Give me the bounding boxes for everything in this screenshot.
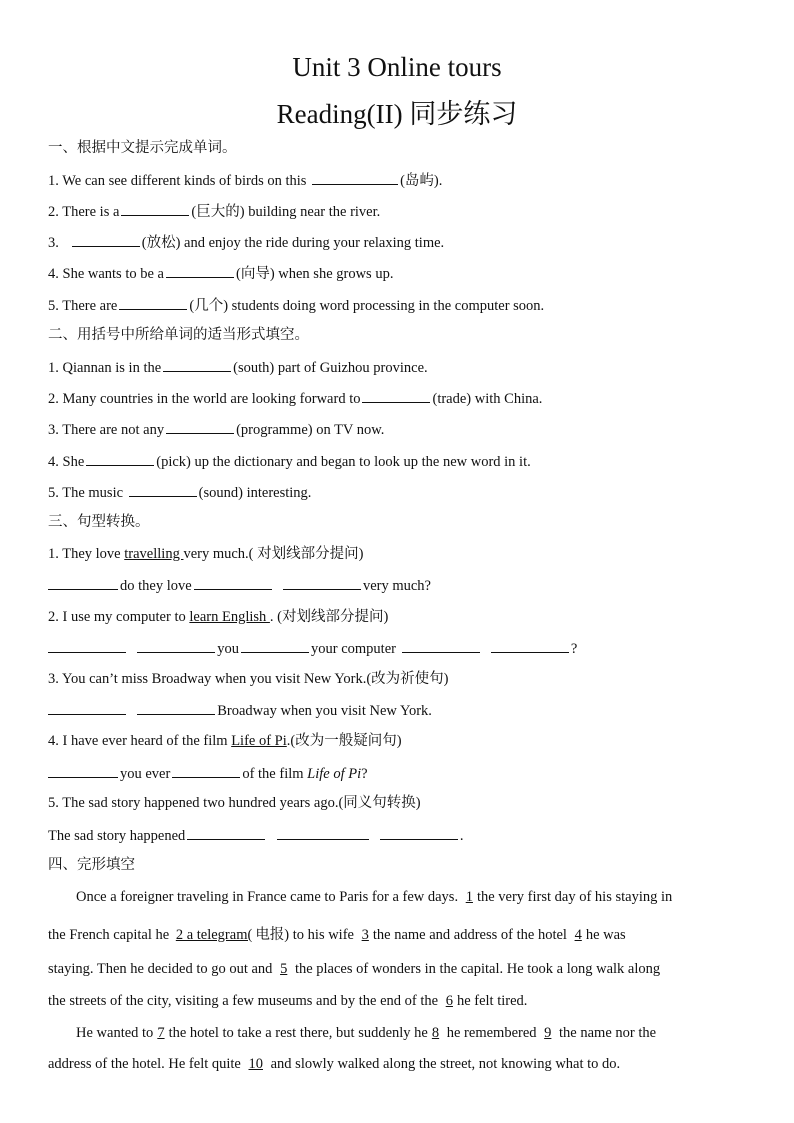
answer-blank[interactable]: [172, 763, 240, 778]
q-text: 3.: [48, 235, 63, 251]
q-text: (放松) and enjoy the ride during your relaxing time.: [141, 235, 445, 251]
answer-blank[interactable]: [86, 451, 154, 466]
page-subtitle: Reading(II) 同步练习: [276, 99, 518, 129]
answer-blank[interactable]: [166, 419, 234, 434]
cloze-text: He wanted to: [76, 1025, 154, 1041]
q-text: very much?: [362, 578, 431, 594]
answer-blank[interactable]: [402, 638, 480, 653]
q-text: do they love: [120, 578, 192, 594]
answer-blank[interactable]: [163, 357, 231, 372]
q-text: The sad story happened: [48, 828, 186, 844]
cloze-text: the streets of the city, visiting a few museums and by the end of the: [48, 993, 439, 1009]
answer-blank[interactable]: [241, 638, 309, 653]
q-text: (巨大的) building near the river.: [191, 204, 381, 220]
section-4-heading: 四、完形填空: [48, 857, 135, 873]
q-text: you ever: [120, 766, 171, 782]
cloze-line-4: [48, 991, 527, 1011]
sec1-question-4: [48, 263, 393, 284]
q-text: . (对划线部分提问): [269, 609, 389, 625]
answer-blank[interactable]: [312, 170, 398, 185]
cloze-blank-number[interactable]: 7: [157, 1025, 165, 1041]
cloze-blank-number[interactable]: 3: [361, 927, 369, 943]
sec3-question-5: 5. The sad story happened two hundred years ago.(同义句转换): [48, 795, 421, 811]
cloze-text: Once a foreigner traveling in France came to Paris for a few days.: [76, 889, 462, 905]
q-text: (向导) when she grows up.: [235, 266, 394, 282]
cloze-blank-number[interactable]: 4: [574, 927, 582, 943]
sec2-question-4: [48, 451, 531, 472]
q-text: 2. Many countries in the world are looking forward to: [48, 391, 361, 407]
q-text: 5. There are: [48, 298, 118, 314]
q-text: (trade) with China.: [432, 391, 543, 407]
cloze-text: the French capital he: [48, 927, 170, 943]
sec3-question-1: [48, 544, 363, 564]
q-text: Broadway when you visit New York.: [217, 703, 432, 719]
answer-blank[interactable]: [72, 232, 140, 247]
cloze-blank-number[interactable]: 5: [280, 961, 288, 977]
q-text: (pick) up the dictionary and began to look up the new word in it.: [156, 454, 531, 470]
q-text: you: [217, 641, 239, 657]
cloze-line-6: [48, 1054, 620, 1074]
cloze-blank-number[interactable]: 8: [431, 1025, 440, 1041]
answer-blank[interactable]: [166, 263, 234, 278]
cloze-text: the very first day of his staying in: [476, 889, 673, 905]
q-text: (south) part of Guizhou province.: [233, 360, 428, 376]
cloze-blank-number[interactable]: 1: [465, 889, 473, 905]
cloze-text: the places of wonders in the capital. He took a long walk along: [294, 961, 661, 977]
sec3-answer-2: [48, 638, 577, 659]
q-text: 2. There is a: [48, 204, 120, 220]
answer-blank[interactable]: [48, 575, 118, 590]
sec2-question-5: [48, 482, 311, 503]
q-text: 4. I have ever heard of the film: [48, 733, 232, 749]
q-text: (sound) interesting.: [198, 485, 312, 501]
sec3-answer-5: [48, 825, 463, 846]
cloze-line-1: [76, 887, 672, 907]
answer-blank[interactable]: [491, 638, 569, 653]
section-3-heading: 三、句型转换。: [48, 514, 150, 530]
q-text: 1. They love: [48, 546, 125, 562]
cloze-text: he remembered: [446, 1025, 537, 1041]
answer-blank[interactable]: [48, 638, 126, 653]
sec1-question-3: [48, 232, 444, 253]
sec2-question-3: [48, 419, 384, 440]
sec3-question-3: 3. You can’t miss Broadway when you visit New York.(改为祈使句): [48, 671, 449, 687]
answer-blank[interactable]: [48, 700, 126, 715]
cloze-text: he felt tired.: [456, 993, 528, 1009]
answer-blank[interactable]: [283, 575, 361, 590]
answer-blank[interactable]: [48, 763, 118, 778]
section-1-heading: 一、根据中文提示完成单词。: [48, 140, 237, 156]
cloze-text: he was: [585, 927, 626, 943]
q-text: ?: [570, 641, 578, 657]
sec1-question-5: [48, 295, 544, 316]
q-text: 1. Qiannan is in the: [48, 360, 162, 376]
answer-blank[interactable]: [187, 825, 265, 840]
underlined-part: learn English: [189, 609, 270, 625]
q-text: (programme) on TV now.: [236, 422, 385, 438]
q-text: 3. There are not any: [48, 422, 165, 438]
cloze-text: and slowly walked along the street, not knowing what to do.: [270, 1056, 621, 1072]
q-text: of the film: [242, 766, 308, 782]
cloze-text: the hotel to take a rest there, but suddenly he: [168, 1025, 428, 1041]
answer-blank[interactable]: [119, 295, 187, 310]
cloze-text: the name nor the: [559, 1025, 657, 1041]
sec1-question-2: [48, 201, 380, 222]
q-text: 1. We can see different kinds of birds on this: [48, 173, 311, 189]
q-text: 5. The music: [48, 485, 127, 501]
sec2-question-1: [48, 357, 428, 378]
sec1-question-1: [48, 170, 442, 191]
q-text: ?: [361, 766, 368, 782]
sec3-question-2: [48, 607, 388, 627]
q-text: (岛屿).: [400, 173, 443, 189]
q-text: .: [459, 828, 464, 844]
underlined-part: Life of Pi: [231, 733, 287, 749]
cloze-text: 电报) to his wife: [255, 927, 358, 943]
q-text: 4. She: [48, 454, 85, 470]
q-text: very much.( 对划线部分提问): [183, 546, 364, 562]
cloze-text: address of the hotel. He felt quite: [48, 1056, 245, 1072]
sec3-answer-3: [48, 700, 432, 721]
cloze-blank-number[interactable]: 2 a telegram(: [175, 927, 253, 943]
sec2-question-2: [48, 388, 542, 409]
page-title: Unit 3 Online tours: [292, 52, 502, 82]
cloze-blank-number[interactable]: 9: [544, 1025, 552, 1041]
sec3-answer-1: [48, 575, 431, 596]
cloze-text: the name and address of the hotel: [372, 927, 571, 943]
cloze-line-2: [48, 925, 626, 945]
answer-blank[interactable]: [380, 825, 458, 840]
q-text: 4. She wants to be a: [48, 266, 164, 282]
sec3-question-4: [48, 731, 402, 751]
answer-blank[interactable]: [277, 825, 369, 840]
cloze-blank-number[interactable]: 6: [445, 993, 453, 1009]
q-text: .(改为一般疑问句): [286, 733, 402, 749]
sec3-answer-4: [48, 763, 368, 784]
cloze-line-5: [76, 1023, 656, 1043]
answer-blank[interactable]: [137, 638, 215, 653]
answer-blank[interactable]: [362, 388, 430, 403]
cloze-line-3: [48, 959, 660, 979]
answer-blank[interactable]: [194, 575, 272, 590]
answer-blank[interactable]: [137, 700, 215, 715]
section-2-heading: 二、用括号中所给单词的适当形式填空。: [48, 327, 309, 343]
answer-blank[interactable]: [121, 201, 189, 216]
cloze-blank-number[interactable]: 10: [248, 1056, 263, 1072]
q-text: your computer: [311, 641, 396, 657]
q-text: (几个) students doing word processing in the computer soon.: [189, 298, 545, 314]
underlined-part: travelling: [124, 546, 184, 562]
italic-title: Life of Pi: [307, 766, 362, 782]
q-text: 2. I use my computer to: [48, 609, 190, 625]
cloze-text: staying. Then he decided to go out and: [48, 961, 273, 977]
answer-blank[interactable]: [129, 482, 197, 497]
